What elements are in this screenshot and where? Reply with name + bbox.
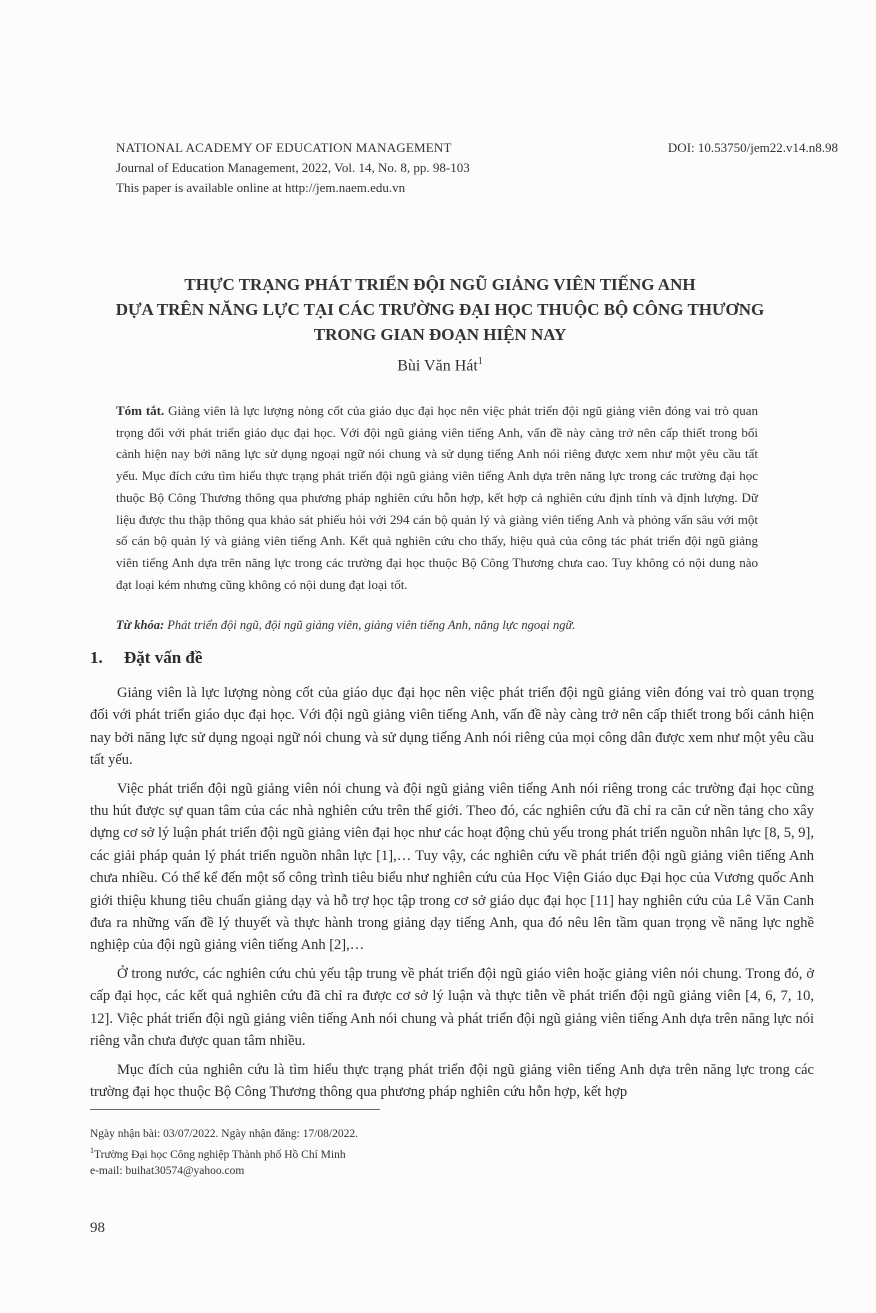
doi: DOI: 10.53750/jem22.v14.n8.98	[667, 140, 838, 155]
title-line-3: TRONG GIAN ĐOẠN HIỆN NAY	[313, 325, 567, 344]
author-name: Bùi Văn Hát	[397, 357, 478, 375]
title-line-1: THỰC TRẠNG PHÁT TRIỂN ĐỘI NGŨ GIẢNG VIÊN TIẾNG ANH	[184, 275, 696, 294]
footnotes	[90, 1126, 358, 1179]
paragraph: Ở trong nước, các nghiên cứu chủ yếu tập trung về phát triển đội ngũ giáo viên hoặc giảng viên nói chung. Trong đó, ở cấp đại học, các kết quả nghiên cứu đã chỉ ra được cơ sở lý luận và thực tiễn về phát triển đội ngũ giảng viên [4, 6, 7, 10, 12]. Việc phát triển đội ngũ giảng viên tiếng Anh nói chung và phát triển đội ngũ giảng viên tiếng Anh dựa trên năng lực nói riêng vẫn chưa được quan tâm nhiều.	[90, 965, 814, 1050]
received-dates: Ngày nhận bài: 03/07/2022. Ngày nhận đăng: 17/08/2022.	[90, 1128, 358, 1140]
journal-header	[116, 138, 470, 198]
author	[90, 356, 790, 375]
paper-title	[90, 272, 790, 347]
title-line-2: DỰA TRÊN NĂNG LỰC TẠI CÁC TRƯỜNG ĐẠI HỌC THUỘC BỘ CÔNG THƯƠNG	[115, 300, 765, 319]
abstract	[116, 400, 758, 595]
author-affiliation	[90, 1143, 358, 1163]
page-number: 98	[90, 1220, 105, 1236]
paragraph: Mục đích của nghiên cứu là tìm hiểu thực trạng phát triển đội ngũ giảng viên tiếng Anh dựa trên năng lực trong các trường đại học thuộc Bộ Công Thương thông qua phương pháp nghiên cứu hỗn hợp, kết hợp	[90, 1061, 814, 1100]
availability-note: This paper is available online at http://jem.naem.edu.vn	[116, 180, 406, 195]
section-number: 1.	[90, 648, 103, 667]
keywords	[116, 616, 758, 634]
keywords-label: Từ khóa:	[116, 618, 165, 632]
affiliation-text: Trường Đại học Công nghiệp Thành phố Hồ Chí Minh	[94, 1148, 346, 1161]
author-email: e-mail: buihat30574@yahoo.com	[90, 1164, 245, 1177]
abstract-text: Giảng viên là lực lượng nòng cốt của giáo dục đại học nên việc phát triển đội ngũ giảng viên đóng vai trò quan trọng đối với phát triển giáo dục đại học. Với đội ngũ giảng viên tiếng Anh, vấn đề này càng trở nên cấp thiết trong bối cảnh hiện nay bởi năng lực sử dụng ngoại ngữ nói chung và sử dụng tiếng Anh nói riêng được xem như một yêu cầu tất yếu. Mục đích cứu tìm hiểu thực trạng phát triển đội ngũ giảng viên tiếng Anh dựa trên năng lực trong các trường đại học thuộc Bộ Công Thương thông qua phương pháp nghiên cứu hỗn hợp, kết hợp cả nghiên cứu định tính và định lượng. Dữ liệu được thu thập thông qua khảo sát phiếu hỏi với 294 cán bộ quản lý và giảng viên tiếng Anh và phỏng vấn sâu với một số cán bộ quản lý và giảng viên tiếng Anh. Kết quả nghiên cứu cho thấy, hiệu quả của công tác phát triển đội ngũ giảng viên tiếng Anh dựa trên năng lực trong các trường đại học thuộc Bộ Công Thương chưa cao. Tuy không có nội dung nào đạt loại kém nhưng cũng không có nội dung đạt loại tốt.	[116, 403, 758, 592]
affiliation-mark: 1	[90, 1145, 94, 1155]
section-title: Đặt vấn đề	[124, 648, 203, 667]
section-body	[90, 682, 814, 1109]
journal-citation: Journal of Education Management, 2022, Vol. 14, No. 8, pp. 98-103	[116, 160, 470, 175]
paragraph: Giảng viên là lực lượng nòng cốt của giáo dục đại học nên việc phát triển đội ngũ giảng viên đóng vai trò quan trọng đối với phát triển giáo dục đại học. Với đội ngũ giảng viên tiếng Anh, vấn đề này càng trở nên cấp thiết trong bối cảnh hiện nay bởi năng lực sử dụng ngoại ngữ nói chung và sử dụng tiếng Anh nói riêng của mọi công dân được xem như một yêu cầu tất yếu.	[90, 685, 814, 769]
abstract-label: Tóm tắt.	[116, 403, 165, 418]
organization-name: NATIONAL ACADEMY OF EDUCATION MANAGEMENT	[116, 140, 452, 155]
paragraph: Việc phát triển đội ngũ giảng viên nói chung và đội ngũ giảng viên tiếng Anh nói riêng trong các trường đại học cũng thu hút được sự quan tâm của các nhà nghiên cứu trên thế giới. Theo đó, các nghiên cứu đã chỉ ra căn cứ nền tảng cho xây dựng cơ sở lý luận phát triển đội ngũ giảng viên đại học như các hoạt động chủ yếu trong phát triển nguồn nhân lực [8, 5, 9], các giải pháp quản lý phát triển nguồn nhân lực [1],… Tuy vậy, các nghiên cứu về phát triển đội ngũ giảng viên tiếng Anh chưa nhiều. Có thể kể đến một số công trình tiêu biểu như nghiên cứu của Học Viện Giáo dục Đại học của Vương quốc Anh giới thiệu khung tiêu chuẩn giảng dạy và hỗ trợ học tập trong cơ sở giáo dục đại học [11] hay nghiên cứu của Lê Văn Canh đưa ra những vấn đề lý thuyết và thực hành trong giảng dạy tiếng Anh, qua đó nêu lên tầm quan trọng về năng lực nghề nghiệp của đội ngũ giảng viên tiếng Anh [2],…	[90, 780, 814, 954]
section-heading	[90, 648, 202, 668]
author-affiliation-mark: 1	[477, 356, 483, 367]
footnote-divider	[90, 1109, 380, 1110]
keywords-text: Phát triển đội ngũ, đội ngũ giảng viên, giảng viên tiếng Anh, năng lực ngoại ngữ.	[164, 618, 576, 632]
